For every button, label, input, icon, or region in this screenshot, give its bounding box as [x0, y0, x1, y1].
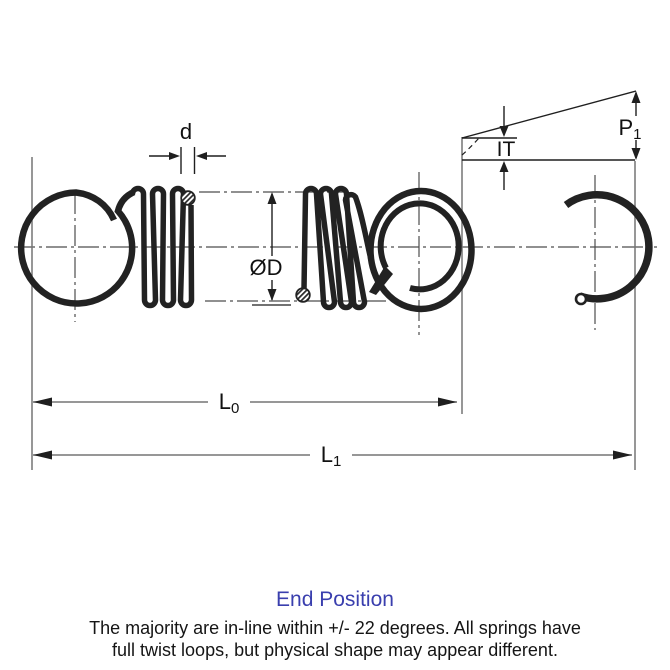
- label-outer-diameter: ØD: [243, 256, 289, 280]
- middle-wire-end-section: [296, 288, 310, 302]
- middle-coils: [304, 189, 373, 308]
- caption-line-2: full twist loops, but physical shape may appear different.: [112, 640, 558, 660]
- diagram-title: End Position: [276, 588, 394, 611]
- phantom-arc: [462, 138, 479, 155]
- label-l1-main: L: [320, 442, 333, 467]
- label-load-p1: [612, 115, 648, 143]
- left-wire-end-section: [181, 191, 195, 205]
- middle-spring: [296, 189, 471, 310]
- label-wire-diameter: d: [179, 119, 193, 144]
- middle-hook-inner-loop: [381, 203, 459, 289]
- label-l1-sub: 1: [332, 453, 342, 470]
- label-l0-main: L: [218, 389, 231, 414]
- label-load-p1-sub: 1: [633, 126, 642, 143]
- left-hook-loop: [21, 192, 134, 303]
- caption-line-1: The majority are in-line within +/- 22 degrees. All springs have: [89, 618, 581, 638]
- label-l0-sub: 0: [230, 400, 240, 417]
- label-load-p1-main: P: [618, 115, 634, 140]
- label-loaded-length-l1: [310, 442, 352, 470]
- right-hook-wire-end: [576, 294, 586, 304]
- left-coils: [133, 189, 192, 306]
- label-initial-tension: IT: [496, 138, 516, 161]
- label-free-length-l0: [208, 389, 250, 417]
- right-hook: [566, 195, 649, 304]
